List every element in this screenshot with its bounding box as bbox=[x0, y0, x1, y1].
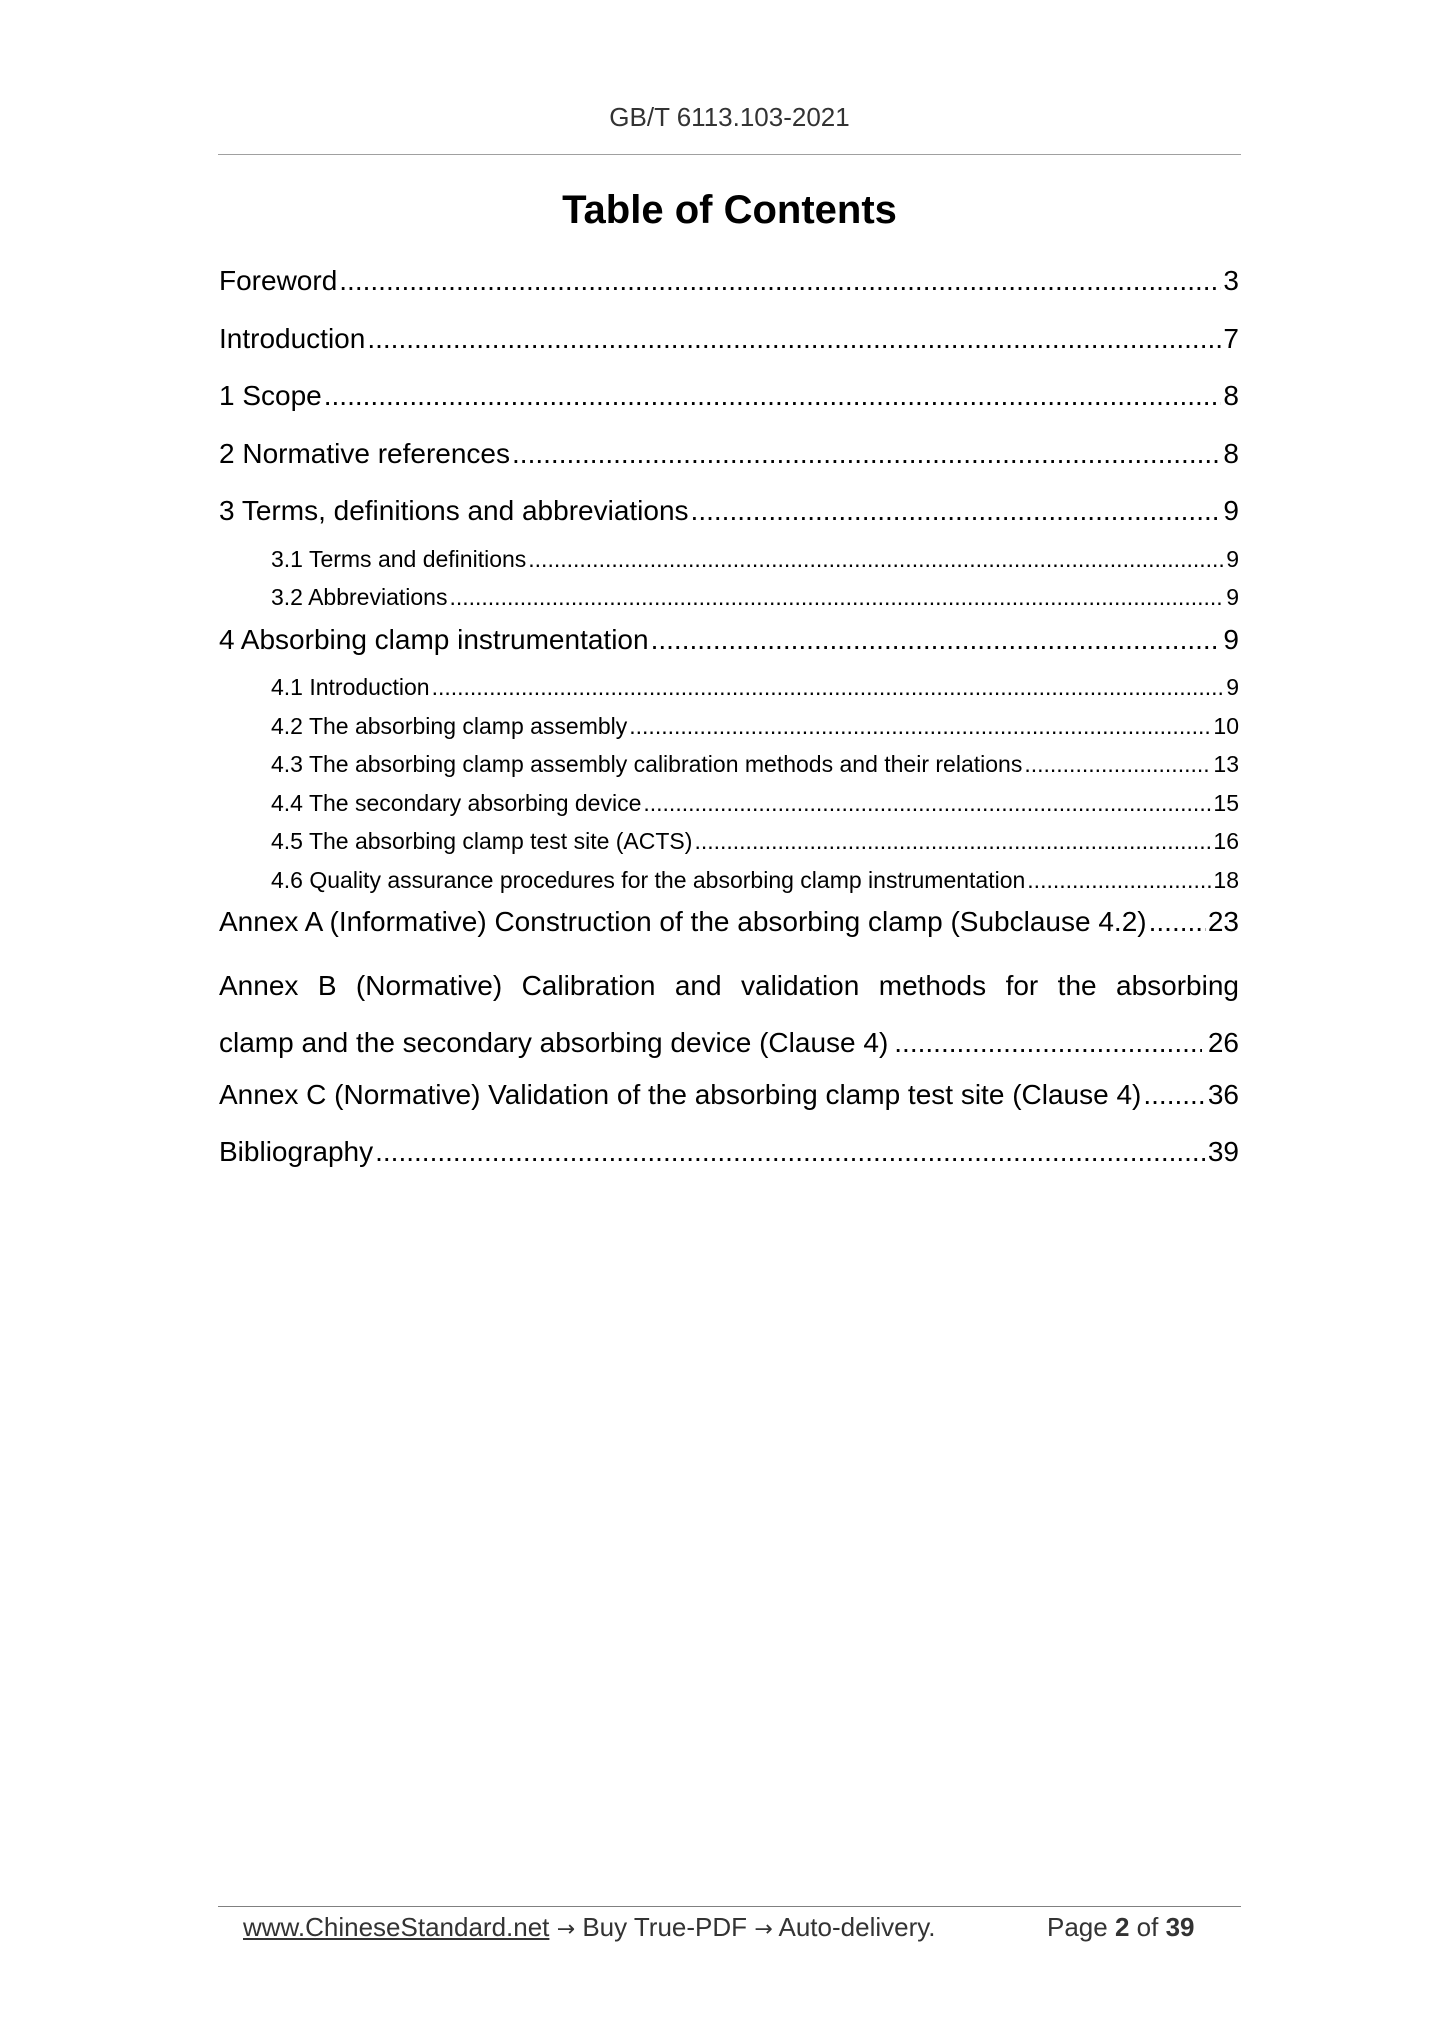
page-number-indicator bbox=[1047, 1912, 1195, 1943]
toc-entry-bibliography[interactable] bbox=[219, 1129, 1239, 1187]
toc-subentry[interactable] bbox=[219, 822, 1239, 861]
toc-subentry[interactable] bbox=[219, 861, 1239, 900]
of-word: of bbox=[1136, 1912, 1159, 1942]
toc-dot-leader bbox=[894, 1014, 1202, 1072]
toc-entry-page: 10 bbox=[1213, 712, 1239, 739]
header-divider bbox=[218, 154, 1241, 155]
toc-entry-page: 9 bbox=[1223, 623, 1239, 655]
total-pages-number: 39 bbox=[1165, 1912, 1195, 1942]
toc-entry-label: 2 Normative references bbox=[219, 437, 511, 469]
toc-entry-page: 7 bbox=[1223, 322, 1239, 354]
toc-entry-annex-c-page: 36 bbox=[1207, 1078, 1239, 1110]
table-of-contents bbox=[219, 258, 1239, 1187]
toc-entry-annex-b[interactable] bbox=[219, 957, 1239, 1072]
current-page-number: 2 bbox=[1114, 1912, 1130, 1942]
toc-entry-page: 23 bbox=[1207, 906, 1239, 937]
toc-dot-leader bbox=[449, 578, 1224, 616]
toc-entry-label: 4.2 The absorbing clamp assembly bbox=[271, 712, 628, 739]
toc-dot-leader bbox=[375, 1129, 1206, 1175]
arrow-right-icon: → bbox=[556, 1917, 576, 1942]
toc-dot-leader bbox=[1027, 861, 1211, 899]
toc-entry-bibliography-page: 39 bbox=[1207, 1136, 1239, 1167]
toc-entry-bibliography-label: Bibliography bbox=[219, 1136, 374, 1167]
toc-dot-leader bbox=[432, 668, 1225, 706]
page-footer bbox=[243, 1912, 1195, 1943]
toc-entry-page: 9 bbox=[1223, 495, 1239, 526]
toc-entry-label: 3 Terms, definitions and abbreviations bbox=[219, 495, 689, 526]
toc-entry-label: 1 Scope bbox=[219, 380, 322, 411]
toc-entry-page: 15 bbox=[1213, 789, 1239, 816]
toc-entry-page: 18 bbox=[1213, 866, 1239, 893]
toc-subentry[interactable] bbox=[219, 578, 1239, 617]
document-id-header: GB/T 6113.103-2021 bbox=[609, 102, 850, 132]
toc-entry[interactable] bbox=[219, 431, 1239, 489]
toc-entry-annex-c[interactable] bbox=[219, 1072, 1239, 1130]
toc-entry[interactable] bbox=[219, 899, 1239, 957]
toc-entry-label: Introduction bbox=[219, 322, 366, 354]
toc-dot-leader bbox=[1024, 745, 1211, 783]
toc-entry-label: Foreword bbox=[219, 265, 338, 296]
toc-entry-annex-b-label-line2: clamp and the secondary absorbing device (Clause 4) bbox=[219, 1027, 889, 1058]
toc-entry[interactable] bbox=[219, 258, 1239, 316]
website-link[interactable]: www.ChineseStandard.net bbox=[243, 1912, 550, 1942]
toc-subentry[interactable] bbox=[219, 668, 1239, 707]
toc-entry-label: 4 Absorbing clamp instrumentation bbox=[219, 623, 649, 655]
toc-entry-page: 16 bbox=[1213, 828, 1239, 854]
toc-subentry[interactable] bbox=[219, 745, 1239, 784]
toc-dot-leader bbox=[367, 316, 1221, 362]
toc-dot-leader bbox=[643, 784, 1211, 822]
toc-entry-annex-c-label: Annex C (Normative) Validation of the absorbing clamp test site (Clause 4) bbox=[219, 1078, 1142, 1110]
toc-entry-label: 4.3 The absorbing clamp assembly calibration methods and their relations bbox=[271, 751, 1023, 777]
toc-entry-annex-b-label-line1: Annex B (Normative) Calibration and validation methods for the absorbing bbox=[219, 969, 1239, 1001]
toc-entry-label: 4.4 The secondary absorbing device bbox=[271, 789, 642, 816]
toc-entry-list bbox=[219, 258, 1239, 957]
toc-dot-leader bbox=[512, 431, 1221, 477]
toc-entry-page: 13 bbox=[1213, 751, 1239, 777]
toc-entry-page: 8 bbox=[1223, 380, 1239, 411]
toc-entry-page: 9 bbox=[1226, 545, 1239, 572]
toc-entry-page: 9 bbox=[1226, 674, 1239, 700]
buy-true-pdf-text: Buy True-PDF bbox=[582, 1912, 748, 1942]
toc-entry-label: Annex A (Informative) Construction of the absorbing clamp (Subclause 4.2) bbox=[219, 906, 1147, 937]
toc-entry[interactable] bbox=[219, 488, 1239, 546]
arrow-right-icon: → bbox=[754, 1917, 773, 1942]
toc-dot-leader bbox=[324, 373, 1222, 419]
toc-entry-label: 4.6 Quality assurance procedures for the absorbing clamp instrumentation bbox=[271, 866, 1026, 893]
toc-entry-page: 9 bbox=[1226, 584, 1239, 610]
toc-dot-leader bbox=[691, 488, 1222, 534]
toc-dot-leader bbox=[1143, 1072, 1205, 1118]
toc-entry-page: 3 bbox=[1223, 265, 1239, 296]
toc-title: Table of Contents bbox=[562, 188, 897, 232]
toc-entry-label: 3.1 Terms and definitions bbox=[271, 545, 527, 572]
toc-dot-leader bbox=[629, 707, 1211, 745]
toc-subentry[interactable] bbox=[219, 784, 1239, 823]
toc-entry-label: 4.1 Introduction bbox=[271, 674, 430, 700]
toc-dot-leader bbox=[1149, 899, 1206, 945]
toc-subentry[interactable] bbox=[219, 707, 1239, 746]
toc-entry-page: 8 bbox=[1223, 437, 1239, 469]
toc-entry[interactable] bbox=[219, 373, 1239, 431]
toc-subentry[interactable] bbox=[219, 540, 1239, 579]
footer-divider bbox=[218, 1906, 1241, 1907]
toc-entry[interactable] bbox=[219, 316, 1239, 374]
toc-entry-annex-b-page: 26 bbox=[1207, 1027, 1239, 1058]
toc-entry-label: 4.5 The absorbing clamp test site (ACTS) bbox=[271, 828, 693, 854]
toc-dot-leader bbox=[528, 540, 1224, 578]
page-word: Page bbox=[1047, 1912, 1108, 1942]
toc-entry-label: 3.2 Abbreviations bbox=[271, 584, 448, 610]
toc-entry[interactable] bbox=[219, 617, 1239, 675]
toc-dot-leader bbox=[651, 617, 1222, 663]
toc-dot-leader bbox=[339, 258, 1221, 304]
toc-dot-leader bbox=[694, 822, 1211, 860]
auto-delivery-text: Auto-delivery. bbox=[778, 1912, 936, 1942]
